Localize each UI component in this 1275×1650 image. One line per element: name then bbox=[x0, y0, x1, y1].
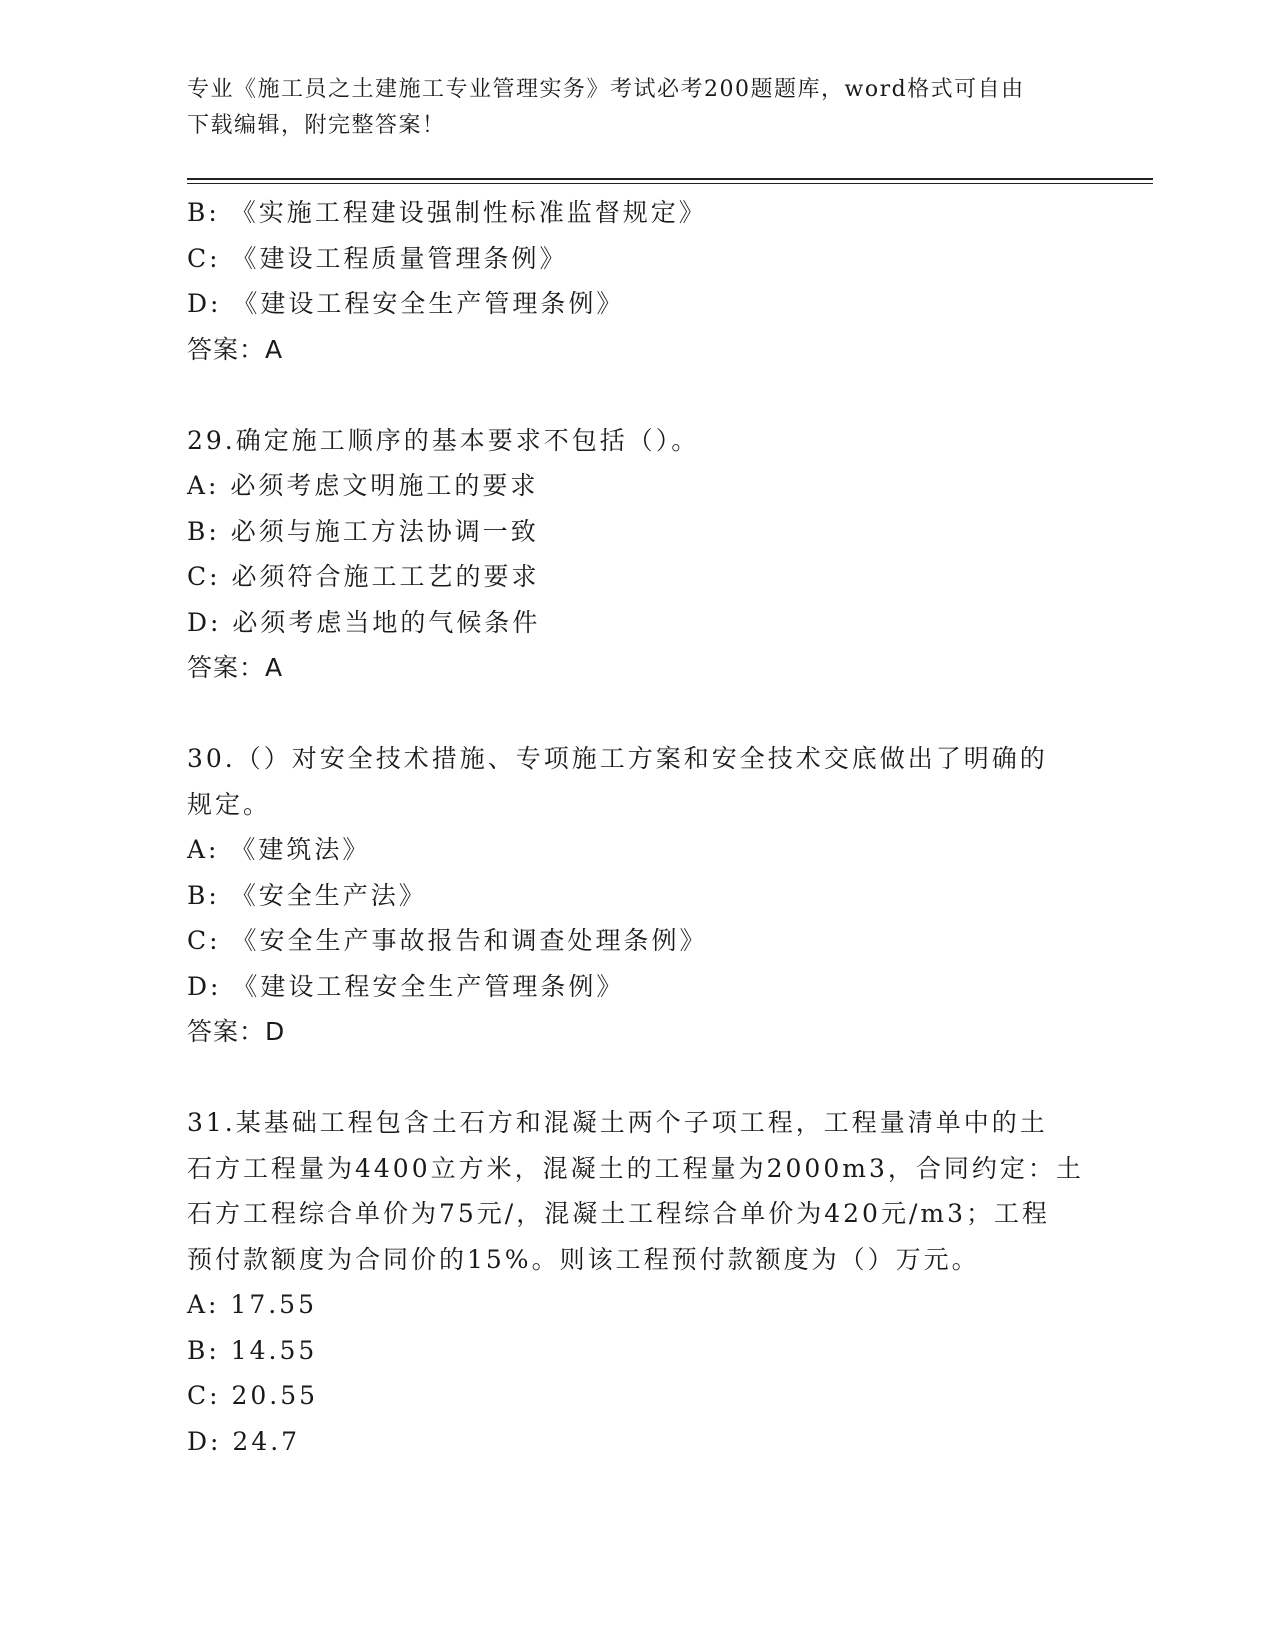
option-d: D: 必须考虑当地的气候条件 bbox=[187, 607, 541, 637]
option-b: B: 《安全生产法》 bbox=[187, 880, 427, 910]
option-d: D: 24.7 bbox=[187, 1426, 301, 1456]
question-stem-line-1: 31.某基础工程包含土石方和混凝土两个子项工程，工程量清单中的土 bbox=[187, 1108, 1048, 1137]
answer-line: 答案：A bbox=[187, 653, 284, 682]
option-a: A: 17.55 bbox=[187, 1290, 317, 1319]
header-rule-thick bbox=[187, 178, 1153, 180]
spacer bbox=[187, 691, 1087, 737]
header-rule-thin bbox=[187, 183, 1153, 184]
option-b: B: 必须与施工方法协调一致 bbox=[187, 516, 539, 546]
question-31 bbox=[187, 1100, 1087, 1464]
question-stem: 29.确定施工顺序的基本要求不包括（）。 bbox=[187, 425, 700, 455]
spacer bbox=[187, 1055, 1087, 1101]
header-line-2: 下载编辑，附完整答案！ bbox=[187, 113, 446, 138]
question-stem-line-1: 30.（）对安全技术措施、专项施工方案和安全技术交底做出了明确的 bbox=[187, 744, 1048, 773]
spacer bbox=[187, 372, 1087, 418]
option-a: A: 必须考虑文明施工的要求 bbox=[187, 471, 539, 500]
question-30 bbox=[187, 736, 1087, 1055]
document-header bbox=[187, 72, 1067, 144]
option-d: D: 《建设工程安全生产管理条例》 bbox=[187, 289, 625, 318]
option-c: C: 必须符合施工工艺的要求 bbox=[187, 562, 540, 591]
question-stem-line-2: 规定。 bbox=[187, 789, 272, 819]
option-a: A: 《建筑法》 bbox=[187, 835, 371, 864]
option-b: B: 14.55 bbox=[187, 1335, 318, 1365]
option-c: C: 《安全生产事故报告和调查处理条例》 bbox=[187, 926, 708, 955]
answer-line: 答案：A bbox=[187, 334, 284, 364]
question-28-continued bbox=[187, 190, 1087, 372]
question-stem-line-2: 石方工程量为4400立方米，混凝土的工程量为2000m3，合同约定：土 bbox=[187, 1153, 1084, 1183]
question-29 bbox=[187, 418, 1087, 691]
option-c: C: 20.55 bbox=[187, 1381, 319, 1410]
header-line-1: 专业《施工员之土建施工专业管理实务》考试必考200题题库，word格式可自由 bbox=[187, 77, 1025, 102]
answer-line: 答案：D bbox=[187, 1017, 286, 1046]
question-stem-line-4: 预付款额度为合同价的15%。则该工程预付款额度为（）万元。 bbox=[187, 1244, 980, 1274]
option-b: B: 《实施工程建设强制性标准监督规定》 bbox=[187, 198, 707, 227]
option-d: D: 《建设工程安全生产管理条例》 bbox=[187, 971, 625, 1001]
question-content bbox=[187, 190, 1087, 1464]
option-c: C: 《建设工程质量管理条例》 bbox=[187, 243, 568, 273]
question-stem-line-3: 石方工程综合单价为75元/，混凝土工程综合单价为420元/m3；工程 bbox=[187, 1199, 1050, 1228]
